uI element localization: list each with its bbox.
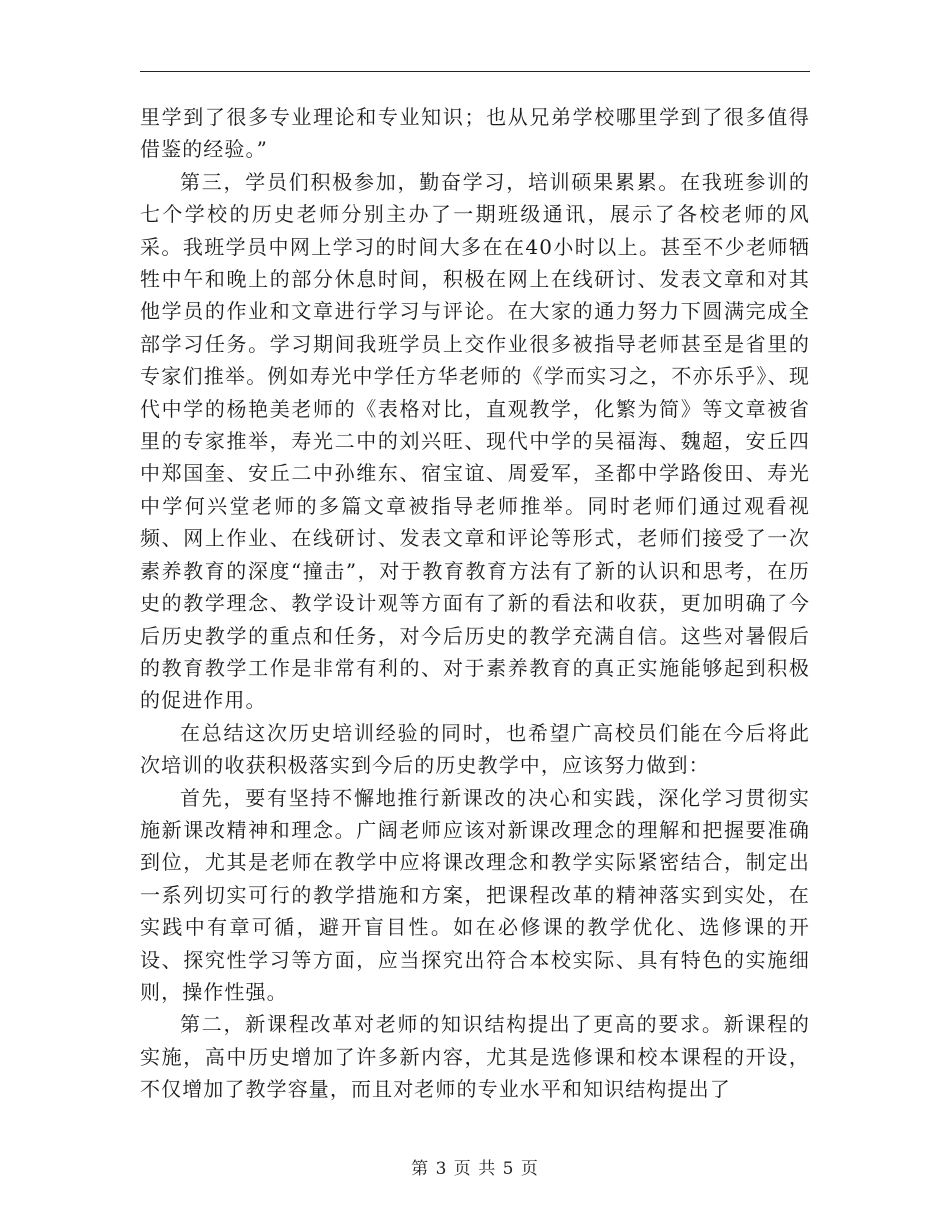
paragraph-5: 第二，新课程改革对老师的知识结构提出了更高的要求。新课程的实施，高中历史增加了许多新内容，尤其是选修课和校本课程的开设，不仅增加了教学容量，而且对老师的专业水平和知识结构提出了 [140, 1012, 810, 1102]
document-body [140, 101, 810, 1106]
page-footer [0, 1154, 950, 1179]
paragraph-4: 首先，要有坚持不懈地推行新课改的决心和实践，深化学习贯彻实施新课改精神和理念。广阔老师应该对新课改理念的理解和把握要准确到位，尤其是老师在教学中应将课改理念和教学实际紧密结合，制定出一系列切实可行的教学措施和方案，把课程改革的精神落实到实处，在实践中有章可循，避开盲目性。如在必修课的教学优化、选修课的开设、探究性学习等方面，应当探究出符合本校实际、具有特色的实施细则，操作性强。 [140, 785, 810, 1004]
header-rule [140, 71, 810, 72]
paragraph-2: 第三，学员们积极参加，勤奋学习，培训硕果累累。在我班参训的七个学校的历史老师分别主办了一期班级通讯，展示了各校老师的风采。我班学员中网上学习的时间大多在在40小时以上。甚至不少老师牺牲中午和晚上的部分休息时间，积极在网上在线研讨、发表文章和对其他学员的作业和文章进行学习与评论。在大家的通力努力下圆满完成全部学习任务。学习期间我班学员上交作业很多被指导老师甚至是省里的专家们推举。例如寿光中学任方华老师的《学而实习之，不亦乐乎》、现代中学的杨艳美老师的《表格对比，直观教学，化繁为简》等文章被省里的专家推举，寿光二中的刘兴旺、现代中学的吴福海、魏超，安丘四中郑国奎、安丘二中孙维东、宿宝谊、周爱军，圣都中学路俊田、寿光中学何兴堂老师的多篇文章被指导老师推举。同时老师们通过观看视频、网上作业、在线研讨、发表文章和评论等形式，老师们接受了一次素养教育的深度“撞击”，对于教育教育方法有了新的认识和思考，在历史的教学理念、教学设计观等方面有了新的看法和收获，更加明确了今后历史教学的重点和任务，对今后历史的教学充满自信。这些对暑假后的教育教学工作是非常有利的、对于素养教育的真正实施能够起到积极的促进作用。 [140, 169, 810, 713]
paragraph-1: 里学到了很多专业理论和专业知识；也从兄弟学校哪里学到了很多值得借鉴的经验。” [140, 105, 810, 162]
paragraph-3: 在总结这次历史培训经验的同时，也希望广高校员们能在今后将此次培训的收获积极落实到今后的历史教学中，应该努力做到： [140, 720, 810, 778]
page-number-label: 第 3 页 共 5 页 [411, 1159, 539, 1179]
